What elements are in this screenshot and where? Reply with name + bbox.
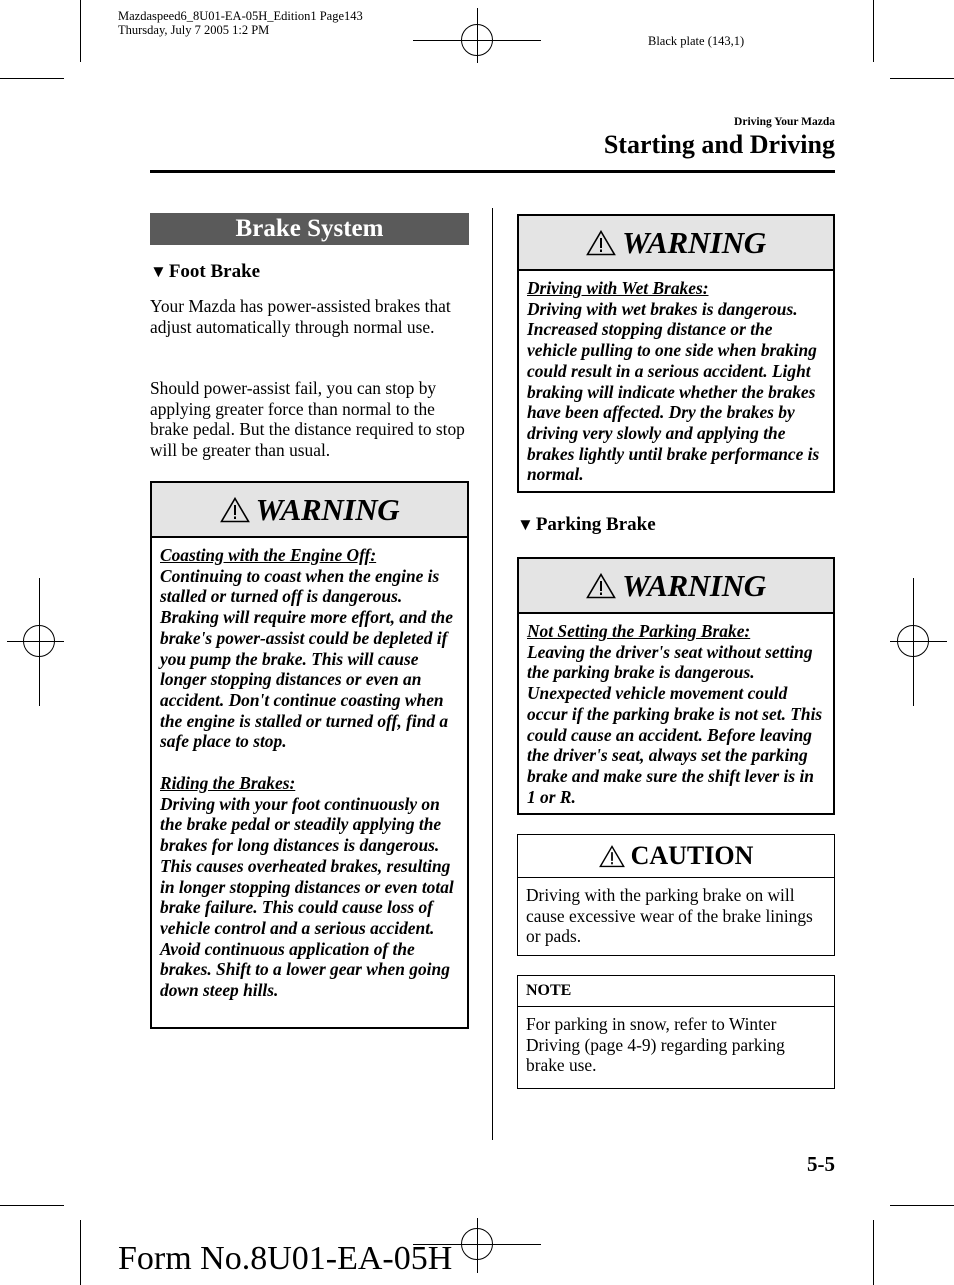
triangle-bullet-icon: ▼ <box>517 515 534 534</box>
foot-brake-paragraph-1: Your Mazda has power-assisted brakes that adjust automatically through normal use. <box>150 296 451 337</box>
note-box <box>517 975 835 1089</box>
crop-mark <box>873 0 874 62</box>
plate-label: Black plate (143,1) <box>648 34 745 48</box>
header-rule <box>150 170 835 173</box>
form-number: Form No.8U01-EA-05H <box>118 1240 453 1277</box>
parking-brake-heading-text: Parking Brake <box>535 514 656 535</box>
caution-triangle-icon <box>599 845 625 868</box>
note-title: NOTE <box>518 976 834 1007</box>
warning-body <box>519 614 833 807</box>
warning-body <box>152 538 467 1001</box>
crop-mark <box>0 78 64 79</box>
section-title: Starting and Driving <box>603 130 835 159</box>
registration-target <box>461 24 493 56</box>
brake-system-banner: Brake System <box>150 213 469 245</box>
warning-item-text: Driving with your foot continuously on the brake pedal or steadily applying the brakes for long distances is dangerous. This causes overheated brakes, resulting in longer stopping distances or even total brake failure. This could cause loss of vehicle control and a serious accident. Avoid continuous application of the brakes. Shift to a lower gear when going down steep hills. <box>160 793 454 1001</box>
warning-header <box>152 483 467 538</box>
crop-mark <box>0 1205 64 1206</box>
crop-mark <box>873 1220 874 1285</box>
caution-text: Driving with the parking brake on will cause excessive wear of the brake linings or pads. <box>526 885 813 947</box>
warning-item-title: Driving with Wet Brakes: <box>527 278 709 298</box>
foot-brake-heading <box>150 261 260 283</box>
warning-item-title: Riding the Brakes: <box>160 773 296 794</box>
print-meta-line2: Thursday, July 7 2005 1:2 PM <box>118 23 270 37</box>
triangle-bullet-icon: ▼ <box>150 262 167 281</box>
caution-title: CAUTION <box>630 841 754 870</box>
registration-target <box>461 1228 493 1260</box>
registration-target <box>23 625 55 657</box>
crop-mark <box>80 0 81 62</box>
crop-mark <box>890 1205 954 1206</box>
foot-brake-heading-text: Foot Brake <box>168 261 261 282</box>
warning-box-left <box>150 481 469 1029</box>
warning-header <box>519 559 833 614</box>
warning-box-parking-brake <box>517 557 835 815</box>
crop-mark <box>80 1220 81 1285</box>
warning-title: WARNING <box>255 491 400 527</box>
parking-brake-heading <box>517 514 656 536</box>
warning-box-wet-brakes <box>517 214 835 493</box>
warning-item-title: Coasting with the Engine Off: <box>160 545 377 565</box>
chapter-title: Driving Your Mazda <box>734 116 835 128</box>
page-number: 5-5 <box>807 1152 835 1176</box>
warning-item-text: Leaving the driver's seat without setting the parking brake is dangerous. Unexpected vehicle movement could occur if the parking brake is not set. This could cause an accident. Before leaving the driver's seat, always set the parking brake and make sure the shift lever is in 1 or R. <box>527 641 823 807</box>
print-meta <box>118 9 363 37</box>
warning-triangle-icon <box>586 573 616 599</box>
warning-item-text: Continuing to coast when the engine is stalled or turned off is dangerous. Braking will require more effort, and the brake's power-assist could be depleted if you pump the brake. This will cause longer stopping distances or even an accident. Don't continue coasting when the engine is stalled or turned off, find a safe place to stop. <box>160 565 453 752</box>
warning-header <box>519 216 833 271</box>
warning-item-title: Not Setting the Parking Brake: <box>527 621 751 641</box>
warning-triangle-icon <box>586 230 616 256</box>
caution-box <box>517 834 835 956</box>
registration-target <box>897 625 929 657</box>
warning-item-text: Driving with wet brakes is dangerous. Increased stopping distance or the vehicle pulling to one side when braking could result in a serious accident. Light braking will indicate whether the brakes have been affected. Dry the brakes by driving very slowly and applying the brakes lightly until brake performance is normal. <box>527 298 820 485</box>
column-divider <box>492 208 493 1140</box>
print-meta-line1: Mazdaspeed6_8U01-EA-05H_Edition1 Page143 <box>118 9 363 23</box>
warning-body <box>519 271 833 485</box>
warning-title: WARNING <box>622 567 766 603</box>
foot-brake-paragraph-2: Should power-assist fail, you can stop by applying greater force than normal to the brake pedal. But the distance required to stop will be greater than usual. <box>150 378 465 461</box>
warning-title: WARNING <box>622 224 766 260</box>
note-text: For parking in snow, refer to Winter Driving (page 4-9) regarding parking brake use. <box>526 1014 785 1076</box>
warning-triangle-icon <box>220 497 250 523</box>
crop-mark <box>890 78 954 79</box>
caution-header <box>518 835 834 878</box>
